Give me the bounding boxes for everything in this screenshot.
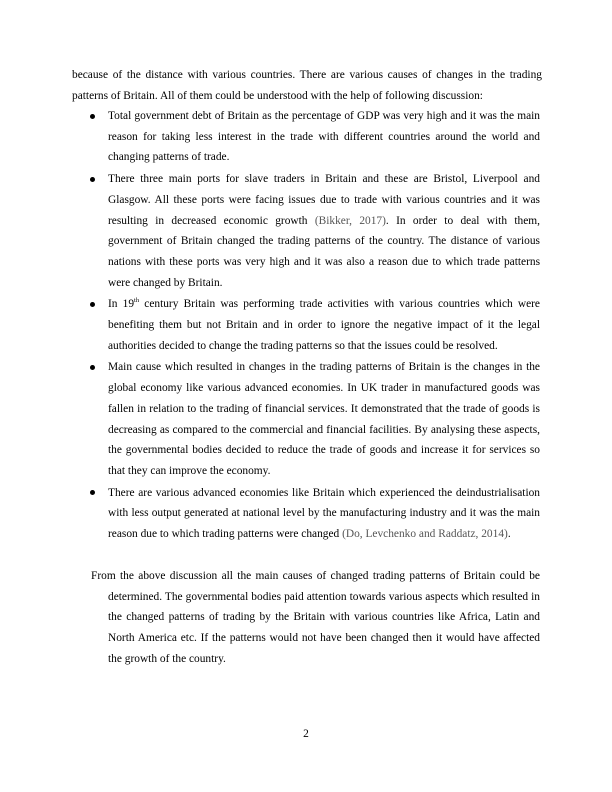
bullet-icon [90,490,95,495]
conclusion-text [91,566,540,670]
bullet-text: In 19 [108,298,135,311]
list-item [108,169,540,293]
list-item [108,294,540,356]
causes-list [108,106,540,546]
bullet-icon [90,365,95,370]
list-item [108,357,540,481]
list-item [108,483,540,545]
bullet-text: There three main ports for slave traders in Britain and these are Bristol, Liverpool and Glasgow. All these ports were facing issues due to trade with various countries and it was resulting in decreased economic growth [108,173,540,227]
bullet-text: century Britain was performing trade activities with various countries which were benefiting them but not Britain and in order to ignore the negative impact of it the legal authorities decided to change the trading patterns so that the issues could be resolved. [108,298,540,352]
page-number: 2 [303,728,309,740]
bullet-text: There are various advanced economies like Britain which experienced the deindustrialisation with less output generated at national level by the manufacturing industry and it was the main reason due to which trading patterns were changed [108,486,540,541]
bullet-icon [90,114,95,119]
bullet-text: . [507,528,511,541]
citation: (Do, Levchenko and Raddatz, 2014) [342,528,508,541]
citation: (Bikker, 2017) [314,214,386,227]
bullet-icon [90,302,95,307]
bullet-text: . In order to deal with them, government of Britain changed the trading patterns of the country. The distance of various nations with these ports was very high and it was also a reason due to which trade patterns were changed by Britain. [108,214,540,289]
conclusion-paragraph [91,566,540,670]
bullet-text: Total government debt of Britain as the percentage of GDP was very high and it was the main reason for taking less interest in the trade with different countries around the world and changing patterns of trade. [108,110,540,164]
superscript: th [134,297,140,305]
conclusion-body: From the above discussion all the main causes of changed trading patterns of Britain could be determined. The governmental bodies paid attention towards various aspects which resulted in the changed patterns of trading by the Britain with various countries like Africa, Latin and North America etc. If the patterns would not have been changed then it would have affected the growth of the country. [91,570,540,665]
bullet-text: Main cause which resulted in changes in the trading patterns of Britain is the changes in the global economy like various advanced economies. In UK trader in manufactured goods was fallen in relation to the trading of financial services. It demonstrated that the trade of goods is decreasing as compared to the commercial and financial facilities. By analysing these aspects, the governmental bodies decided to reduce the trade of goods and increase it for services so that they can improve the economy. [108,361,540,477]
intro-paragraph: because of the distance with various countries. There are various causes of changes in the trading patterns of Britain. All of them could be understood with the help of following discussion: [72,69,542,102]
list-item [108,106,540,168]
bullet-icon [90,177,95,182]
